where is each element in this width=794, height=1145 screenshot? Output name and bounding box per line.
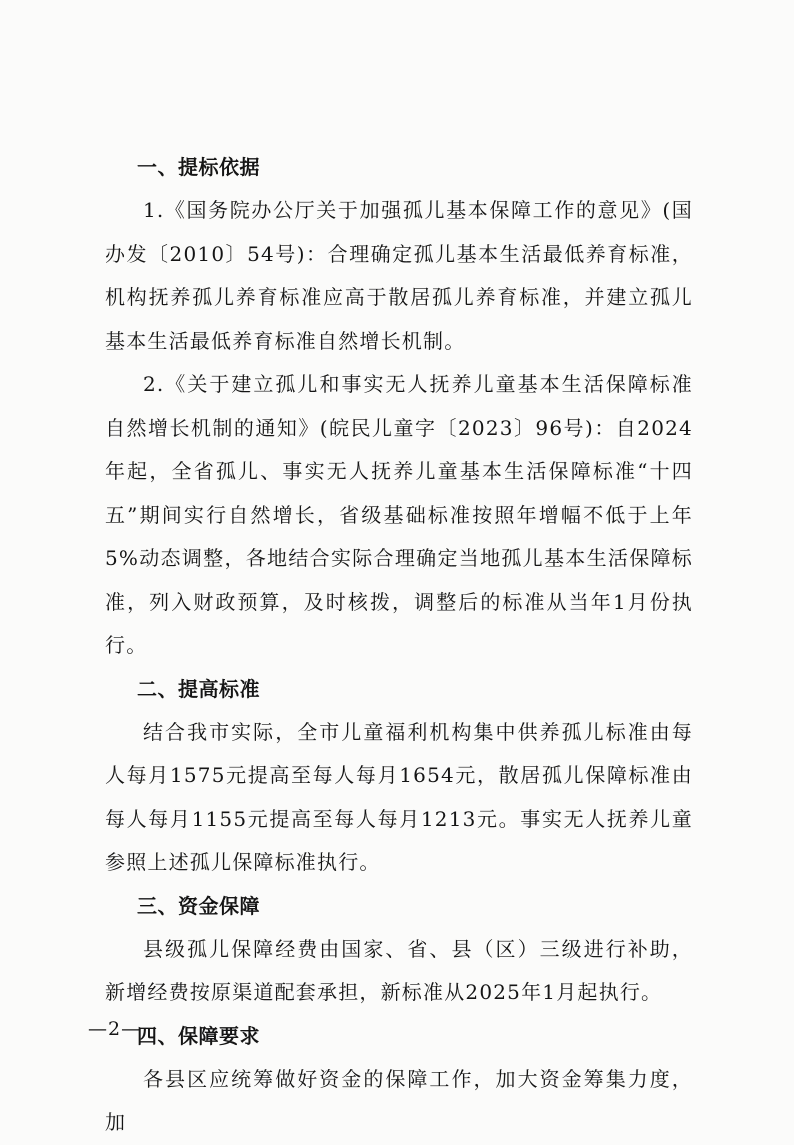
standard-paragraph: 结合我市实际，全市儿童福利机构集中供养孤儿标准由每人每月1575元提高至每人每月1654元，散居孤儿保障标准由每人每月1155元提高至每人每月1213元。事实无人抚养儿童参照上述孤儿保障标准执行。 [105, 719, 693, 874]
requirements-paragraph: 各县区应统筹做好资金的保障工作，加大资金筹集力度，加 [105, 1066, 693, 1134]
basis-paragraph-1: 1.《国务院办公厅关于加强孤儿基本保障工作的意见》(国办发〔2010〕54号)：合理确定孤儿基本生活最低养育标准，机构抚养孤儿养育标准应高于散居孤儿养育标准，并建立孤儿基本生活最低养育标准自然增长机制。 [105, 198, 693, 353]
section-heading-standard: 二、提高标准 [137, 676, 260, 701]
section-heading-basis: 一、提标依据 [137, 155, 260, 179]
page-number: —2— [88, 1018, 142, 1040]
document-body [105, 146, 693, 1145]
funding-paragraph: 县级孤儿保障经费由国家、省、县（区）三级进行补助，新增经费按原渠道配套承担，新标准从2025年1月起执行。 [105, 936, 693, 1004]
section-heading-requirements: 四、保障要求 [137, 1023, 260, 1048]
section-heading-funding: 三、资金保障 [137, 893, 260, 918]
basis-paragraph-2: 2.《关于建立孤儿和事实无人抚养儿童基本生活保障标准自然增长机制的通知》(皖民儿童字〔2023〕96号)：自2024年起，全省孤儿、事实无人抚养儿童基本生活保障标准“十四五”期间实行自然增长，省级基础标准按照年增幅不低于上年5%动态调整，各地结合实际合理确定当地孤儿基本生活保障标准，列入财政预算，及时核拨，调整后的标准从当年1月份执行。 [105, 372, 693, 657]
